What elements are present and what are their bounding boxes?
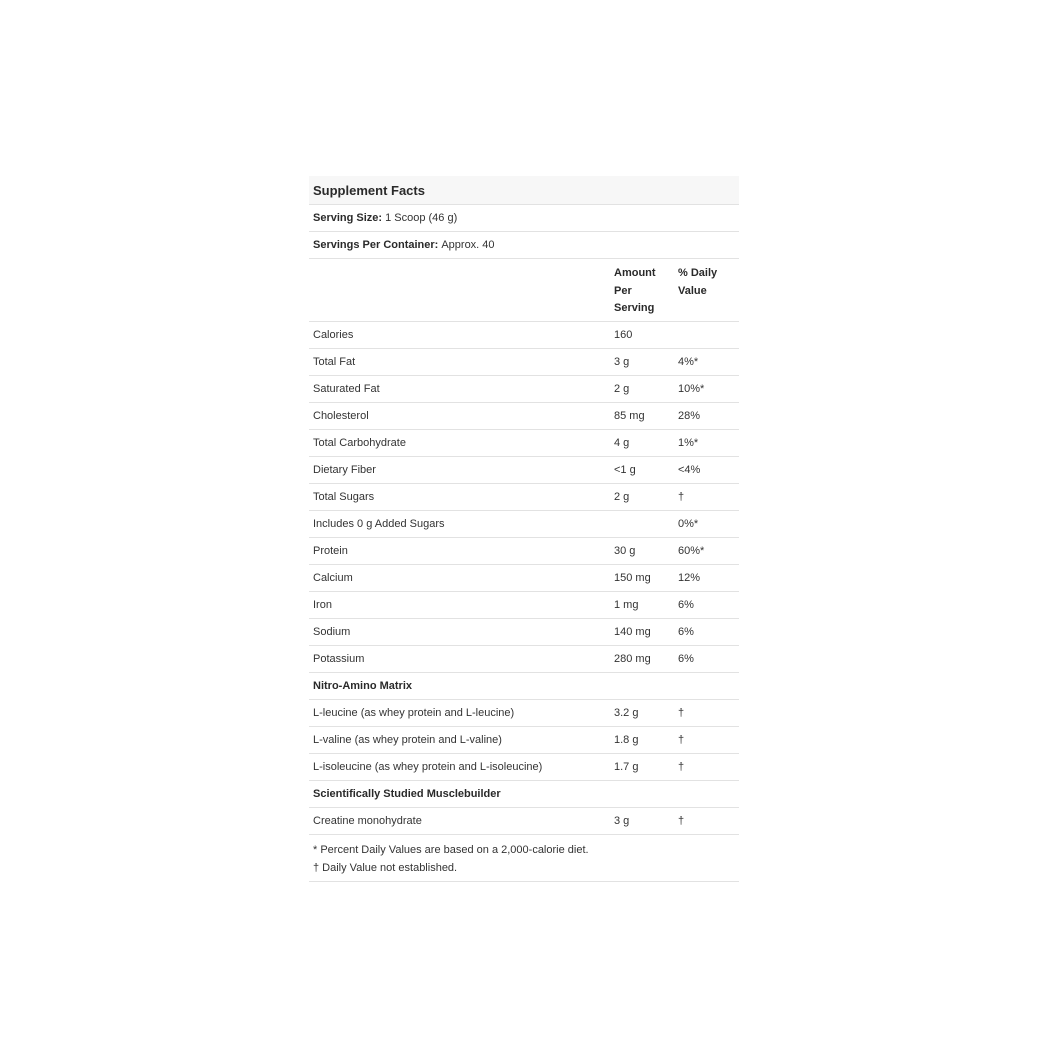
- servings-per-container-row: [309, 232, 739, 259]
- nutrient-name: Creatine monohydrate: [313, 815, 422, 827]
- nutrient-amount: 2 g: [614, 383, 630, 395]
- serving-size-value: 1 Scoop (46 g): [385, 212, 458, 224]
- nutrient-rows: [309, 322, 739, 835]
- nutrient-row: [309, 700, 739, 727]
- nutrient-name: Saturated Fat: [313, 383, 380, 395]
- nutrient-name: Cholesterol: [313, 410, 369, 422]
- nutrient-row: [309, 511, 739, 538]
- daily-value-header: % Daily Value: [678, 267, 718, 297]
- nutrient-daily-value: †: [678, 734, 685, 746]
- servings-per-container-label: Servings Per Container:: [313, 239, 439, 251]
- serving-size-label: Serving Size:: [313, 212, 383, 224]
- nutrient-name: Calcium: [313, 572, 353, 584]
- nutrient-daily-value: 0%*: [678, 518, 699, 530]
- nutrient-row: [309, 592, 739, 619]
- nutrient-amount: 280 mg: [614, 653, 651, 665]
- section-title: Nitro-Amino Matrix: [313, 680, 412, 692]
- nutrient-row: [309, 646, 739, 673]
- nutrient-daily-value: 4%*: [678, 356, 699, 368]
- section-title: Scientifically Studied Musclebuilder: [313, 788, 501, 800]
- nutrient-daily-value: †: [678, 491, 685, 503]
- panel-title: Supplement Facts: [309, 176, 739, 205]
- nutrient-name: L-isoleucine (as whey protein and L-isoleucine): [313, 761, 543, 773]
- servings-per-container-value: Approx. 40: [441, 239, 495, 251]
- nutrient-name: Sodium: [313, 626, 351, 638]
- nutrient-amount: 4 g: [614, 437, 630, 449]
- nutrient-row: [309, 565, 739, 592]
- nutrient-row: [309, 322, 739, 349]
- column-header-row: [309, 259, 739, 322]
- nutrient-name: Total Sugars: [313, 491, 375, 503]
- nutrient-name: Calories: [313, 329, 354, 341]
- supplement-facts-panel: [309, 176, 739, 882]
- footnote-daily-value-basis: * Percent Daily Values are based on a 2,000-calorie diet.: [313, 844, 589, 856]
- nutrient-daily-value: †: [678, 707, 685, 719]
- nutrient-row: [309, 430, 739, 457]
- nutrient-amount: 3.2 g: [614, 707, 639, 719]
- nutrient-name: Total Carbohydrate: [313, 437, 406, 449]
- nutrient-row: [309, 376, 739, 403]
- serving-size-row: [309, 205, 739, 232]
- footnotes: [309, 835, 739, 882]
- nutrient-amount: 1.7 g: [614, 761, 639, 773]
- nutrient-name: Total Fat: [313, 356, 356, 368]
- nutrient-daily-value: 6%: [678, 653, 694, 665]
- nutrient-name: Includes 0 g Added Sugars: [313, 518, 445, 530]
- nutrient-amount: 160: [614, 329, 633, 341]
- nutrient-amount: 140 mg: [614, 626, 651, 638]
- nutrient-name: L-valine (as whey protein and L-valine): [313, 734, 502, 746]
- nutrient-daily-value: †: [678, 815, 685, 827]
- nutrient-name: L-leucine (as whey protein and L-leucine): [313, 707, 515, 719]
- nutrient-amount: 150 mg: [614, 572, 651, 584]
- nutrient-daily-value: 10%*: [678, 383, 705, 395]
- nutrient-daily-value: 28%: [678, 410, 701, 422]
- nutrient-name: Potassium: [313, 653, 365, 665]
- nutrient-daily-value: <4%: [678, 464, 701, 476]
- nutrient-row: [309, 754, 739, 781]
- nutrient-name: Protein: [313, 545, 348, 557]
- nutrient-daily-value: 12%: [678, 572, 701, 584]
- nutrient-row: [309, 538, 739, 565]
- nutrient-amount: 3 g: [614, 815, 630, 827]
- footnote-not-established: † Daily Value not established.: [313, 862, 458, 874]
- nutrient-amount: <1 g: [614, 464, 636, 476]
- section-header-row: [309, 781, 739, 808]
- nutrient-amount: 1.8 g: [614, 734, 639, 746]
- nutrient-name: Dietary Fiber: [313, 464, 376, 476]
- nutrient-row: [309, 457, 739, 484]
- nutrient-row: [309, 619, 739, 646]
- nutrient-amount: 85 mg: [614, 410, 645, 422]
- nutrient-amount: 30 g: [614, 545, 636, 557]
- nutrient-amount: 1 mg: [614, 599, 639, 611]
- nutrient-row: [309, 403, 739, 430]
- nutrient-row: [309, 349, 739, 376]
- nutrient-amount: 2 g: [614, 491, 630, 503]
- nutrient-daily-value: 6%: [678, 626, 694, 638]
- nutrient-row: [309, 808, 739, 835]
- nutrient-row: [309, 484, 739, 511]
- section-header-row: [309, 673, 739, 700]
- nutrient-daily-value: †: [678, 761, 685, 773]
- nutrient-amount: 3 g: [614, 356, 630, 368]
- nutrient-daily-value: 1%*: [678, 437, 699, 449]
- amount-per-serving-header: Amount Per Serving: [614, 267, 656, 314]
- nutrient-daily-value: 60%*: [678, 545, 705, 557]
- nutrient-daily-value: 6%: [678, 599, 694, 611]
- nutrient-name: Iron: [313, 599, 332, 611]
- nutrient-row: [309, 727, 739, 754]
